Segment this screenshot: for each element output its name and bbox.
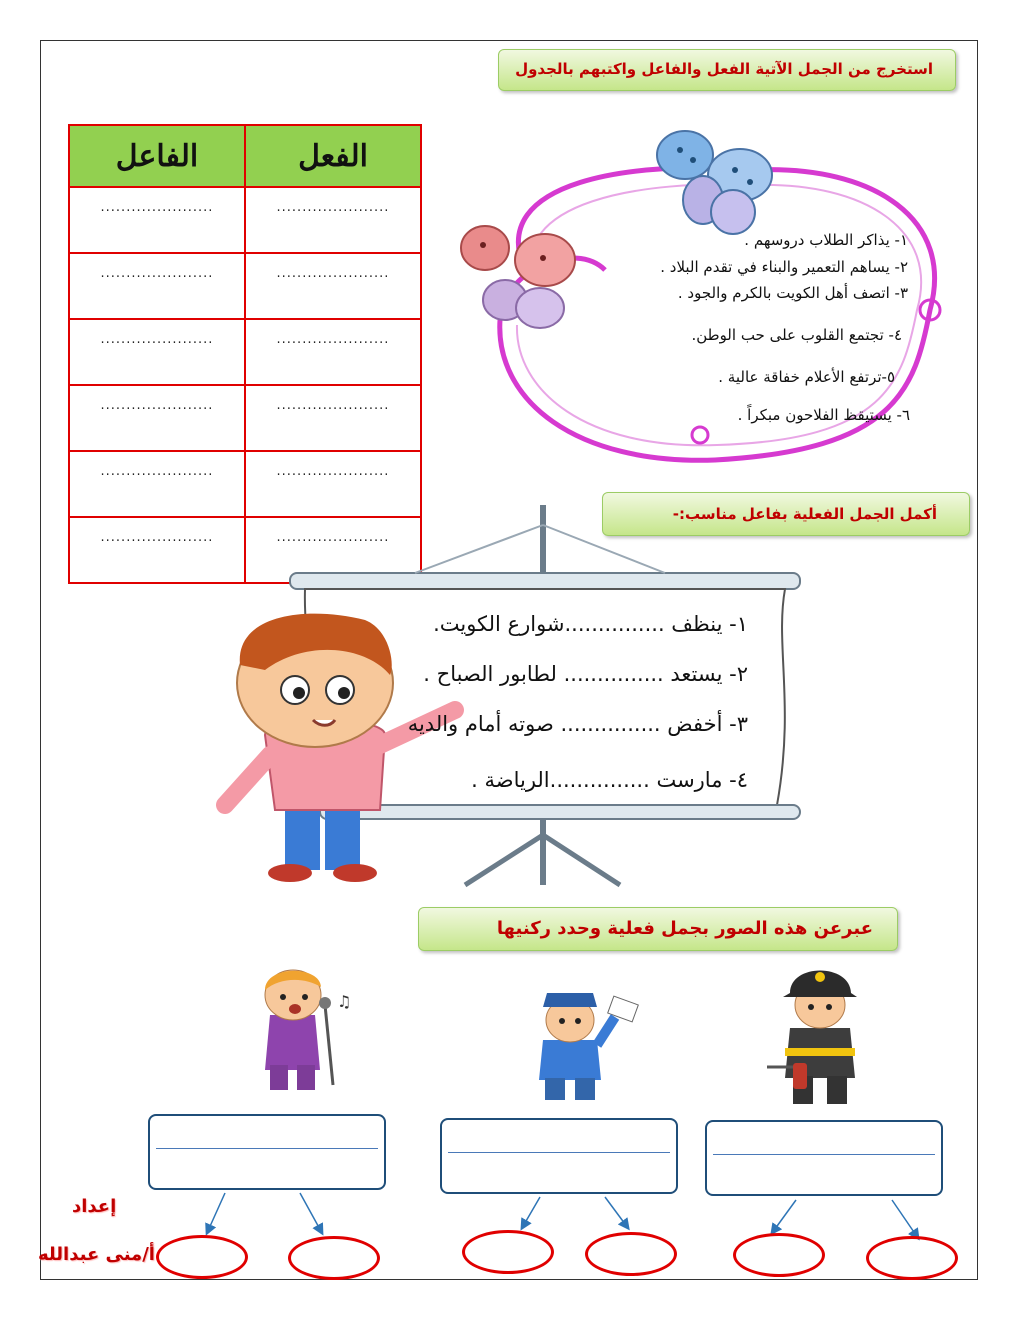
- complete-sentence-2: ٢- يستعد ............... لطابور الصباح .: [423, 662, 748, 686]
- sentence-1: ١- يذاكر الطلاب دروسهم .: [744, 231, 908, 249]
- instruction-1-text: استخرج من الجمل الآتية الفعل والفاعل واكتبهم بالجدول: [515, 60, 933, 78]
- complete-sentence-4: ٤- مارست ...............الرياضة .: [471, 768, 748, 792]
- complete-sentence-3: ٣- أخفض ............... صوته أمام والديه: [407, 712, 748, 736]
- header-subject: الفاعل: [69, 125, 245, 187]
- answer-oval[interactable]: [866, 1236, 958, 1280]
- verb-cell[interactable]: ......................: [245, 517, 421, 583]
- subject-cell[interactable]: ......................: [69, 517, 245, 583]
- sentence-3: ٣- اتصف أهل الكويت بالكرم والجود .: [677, 284, 908, 302]
- instruction-2-text: أكمل الجمل الفعلية بفاعل مناسب:-: [672, 505, 937, 523]
- credit-label: إعداد: [72, 1196, 117, 1217]
- svg-text:♫: ♫: [337, 992, 352, 1011]
- subject-cell[interactable]: ......................: [69, 451, 245, 517]
- subject-cell[interactable]: ......................: [69, 253, 245, 319]
- subject-cell[interactable]: ......................: [69, 319, 245, 385]
- verb-cell[interactable]: ......................: [245, 253, 421, 319]
- verb-cell[interactable]: ......................: [245, 451, 421, 517]
- sentence-4: ٤- تجتمع القلوب على حب الوطن.: [691, 326, 902, 344]
- subject-cell[interactable]: ......................: [69, 187, 245, 253]
- sentence-6: ٦- يستيقظ الفلاحون مبكراً .: [737, 406, 910, 424]
- complete-sentence-1: ١- ينظف ...............شوارع الكويت.: [433, 612, 748, 636]
- verb-cell[interactable]: ......................: [245, 187, 421, 253]
- header-verb: الفعل: [245, 125, 421, 187]
- answer-oval[interactable]: [585, 1232, 677, 1276]
- answer-oval[interactable]: [156, 1235, 248, 1279]
- answer-oval[interactable]: [288, 1236, 380, 1280]
- verb-cell[interactable]: ......................: [245, 319, 421, 385]
- instruction-3-text: عبرعن هذه الصور بجمل فعلية وحدد ركنيها: [496, 918, 873, 939]
- credit-name: أ/منى عبدالله: [38, 1244, 155, 1265]
- subject-cell[interactable]: ......................: [69, 385, 245, 451]
- sentence-5: ٥-ترتفع الأعلام خفاقة عالية .: [718, 368, 895, 386]
- answer-oval[interactable]: [462, 1230, 554, 1274]
- answer-oval[interactable]: [733, 1233, 825, 1277]
- sentence-2: ٢- يساهم التعمير والبناء في تقدم البلاد .: [660, 258, 908, 276]
- verb-cell[interactable]: ......................: [245, 385, 421, 451]
